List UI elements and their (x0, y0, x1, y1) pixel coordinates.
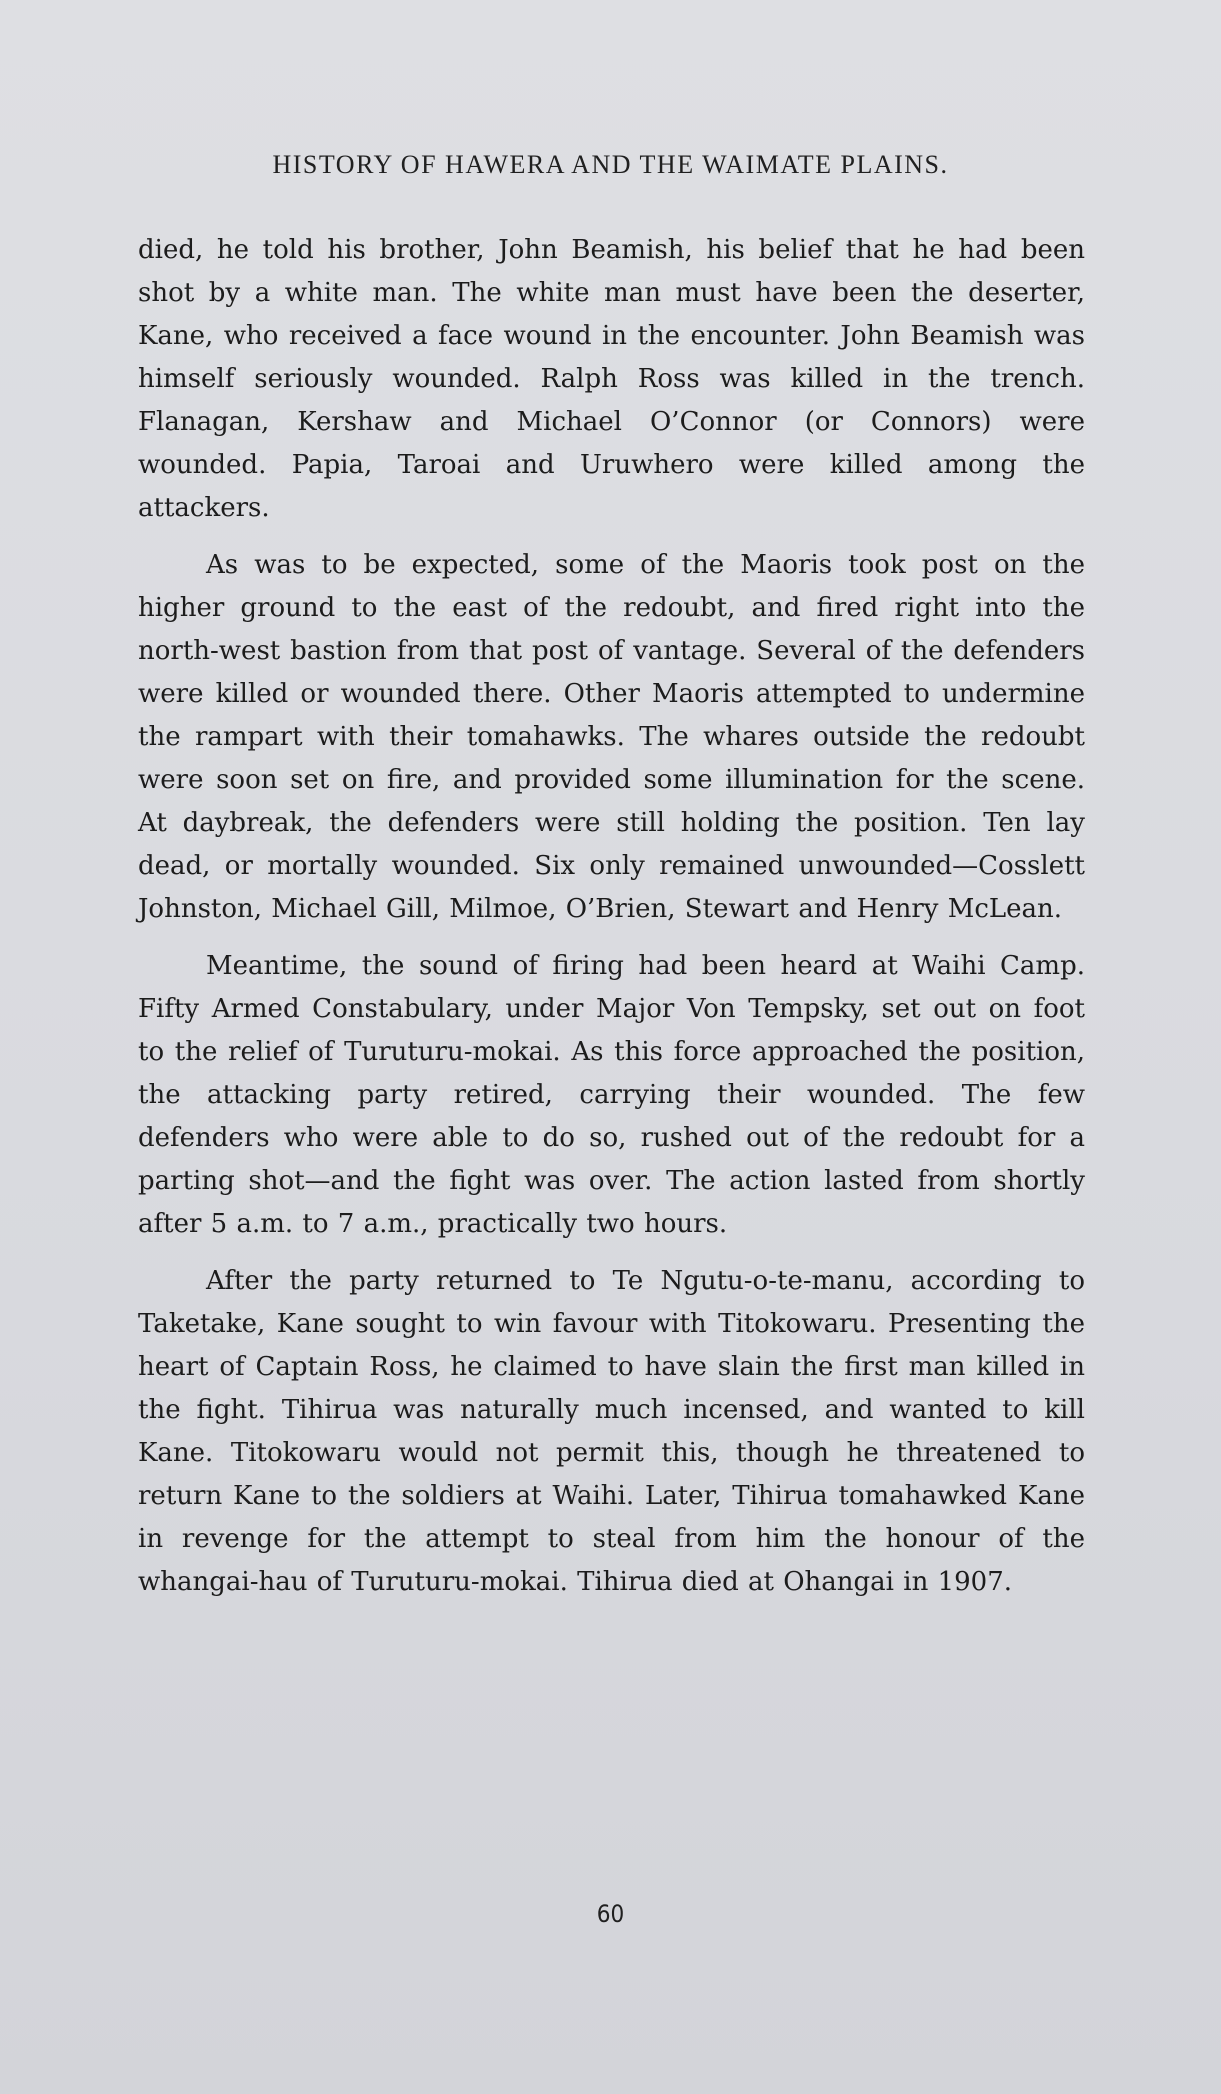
running-head: HISTORY OF HAWERA AND THE WAIMATE PLAINS. (272, 150, 949, 179)
paragraph: Meantime, the sound of firing had been heard at Waihi Camp. Fifty Armed Constabulary, under Major Von Tempsky, set out on foot to the relief of Turuturu-mokai. As this force approached the position, the attacking party retired, carrying their wounded. The few defenders who were able to do so, rushed out of the redoubt for a parting shot—and the fight was over. The action lasted from shortly after 5 a.m. to 7 a.m., practically two hours. (138, 951, 1085, 1239)
paragraph: As was to be expected, some of the Maoris took post on the higher ground to the east of the redoubt, and fired right into the north-west bastion from that post of vantage. Several of the defenders were killed or wounded there. Other Maoris attempted to undermine the rampart with their tomahawks. The whares outside the redoubt were soon set on fire, and provided some illumination for the scene. At daybreak, the defenders were still holding the position. Ten lay dead, or mortally wounded. Six only remained unwounded—Cosslett Johnston, Michael Gill, Milmoe, O’Brien, Stewart and Henry McLean. (138, 550, 1085, 924)
paragraph: After the party returned to Te Ngutu-o-te-manu, according to Taketake, Kane sought to win favour with Titokowaru. Presenting the heart of Captain Ross, he claimed to have slain the first man killed in the fight. Tihirua was naturally much incensed, and wanted to kill Kane. Titokowaru would not permit this, though he threatened to return Kane to the soldiers at Waihi. Later, Tihirua tomahawked Kane in revenge for the attempt to steal from him the honour of the whangai-hau of Turuturu-mokai. Tihirua died at Ohangai in 1907. (138, 1266, 1085, 1597)
page-number: 60 (596, 1900, 625, 1928)
body-text (138, 229, 1085, 1604)
paragraph: died, he told his brother, John Beamish, his belief that he had been shot by a white man. The white man must have been the deserter, Kane, who received a face wound in the encounter. John Beamish was himself seriously wounded. Ralph Ross was killed in the trench. Flanagan, Kershaw and Michael O’Connor (or Connors) were wounded. Papia, Taroai and Uruwhero were killed among the attackers. (138, 235, 1085, 523)
